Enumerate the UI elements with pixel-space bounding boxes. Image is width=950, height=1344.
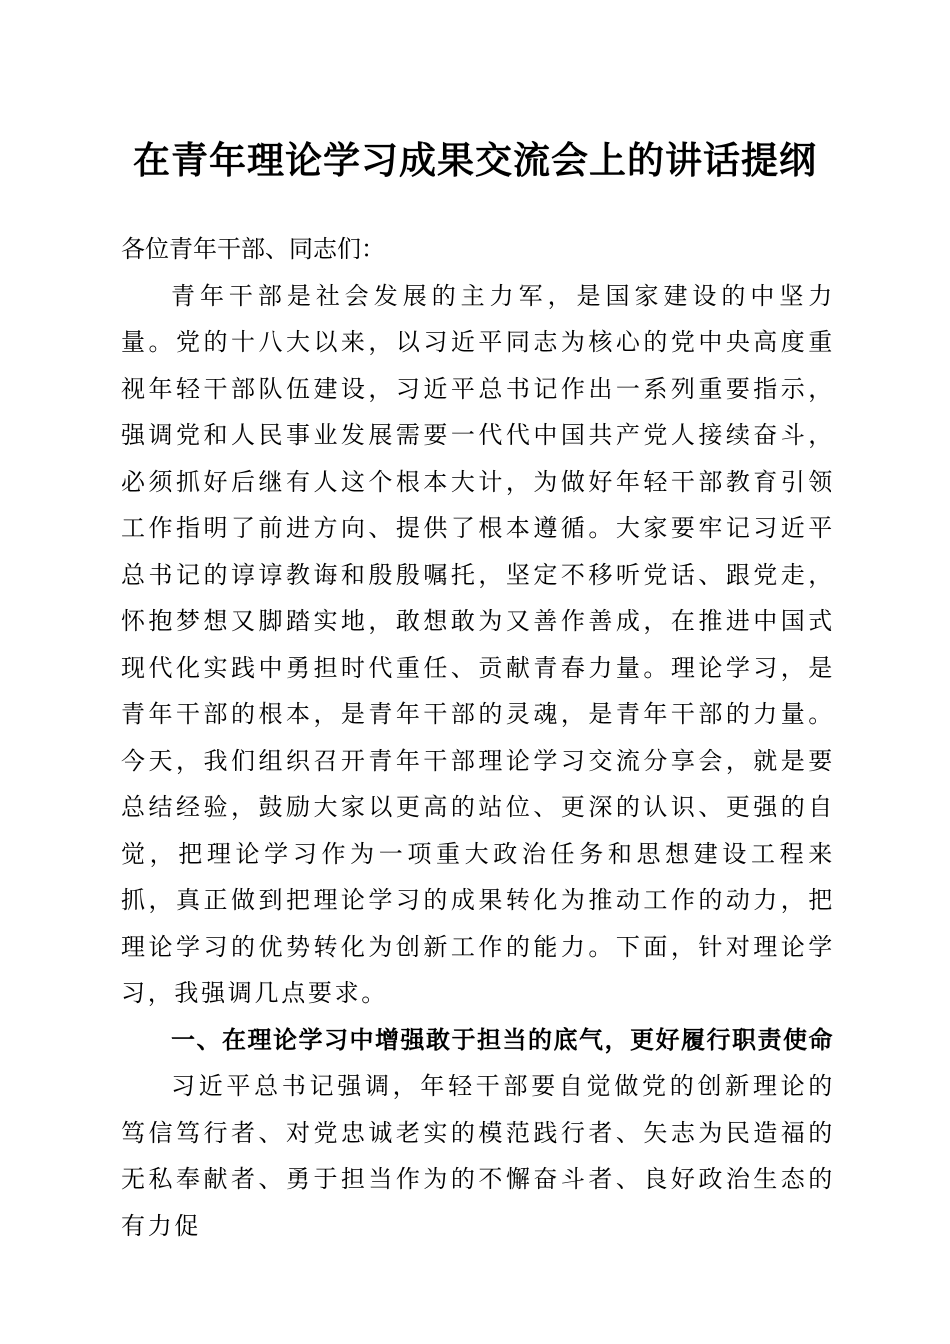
page-title: 在青年理论学习成果交流会上的讲话提纲 — [133, 138, 817, 182]
section-1-paragraph: 习近平总书记强调，年轻干部要自觉做党的创新理论的笃信笃行者、对党忠诚老实的模范践行者、矢志为民造福的无私奉献者、勇于担当作为的不懈奋斗者、良好政治生态的有力促 — [121, 1072, 835, 1240]
salutation: 各位青年干部、同志们： — [121, 235, 385, 263]
intro-paragraph: 青年干部是社会发展的主力军，是国家建设的中坚力量。党的十八大以来，以习近平同志为核心的党中央高度重视年轻干部队伍建设，习近平总书记作出一系列重要指示，强调党和人民事业发展需要一代代中国共产党人接续奋斗，必须抓好后继有人这个根本大计，为做好年轻干部教育引领工作指明了前进方向、提供了根本遵循。大家要牢记习近平总书记的谆谆教诲和殷殷嘱托，坚定不移听党话、跟党走，怀抱梦想又脚踏实地，敢想敢为又善作善成，在推进中国式现代化实践中勇担时代重任、贡献青春力量。理论学习，是青年干部的根本，是青年干部的灵魂，是青年干部的力量。今天，我们组织召开青年干部理论学习交流分享会，就是要总结经验，鼓励大家以更高的站位、更深的认识、更强的自觉，把理论学习作为一项重大政治任务和思想建设工程来抓，真正做到把理论学习的成果转化为推动工作的动力，把理论学习的优势转化为创新工作的能力。下面，针对理论学习，我强调几点要求。 — [121, 281, 835, 1007]
section-heading-1: 一、在理论学习中增强敢于担当的底气，更好履行职责使命 — [171, 1025, 834, 1054]
document-body — [121, 226, 835, 1249]
